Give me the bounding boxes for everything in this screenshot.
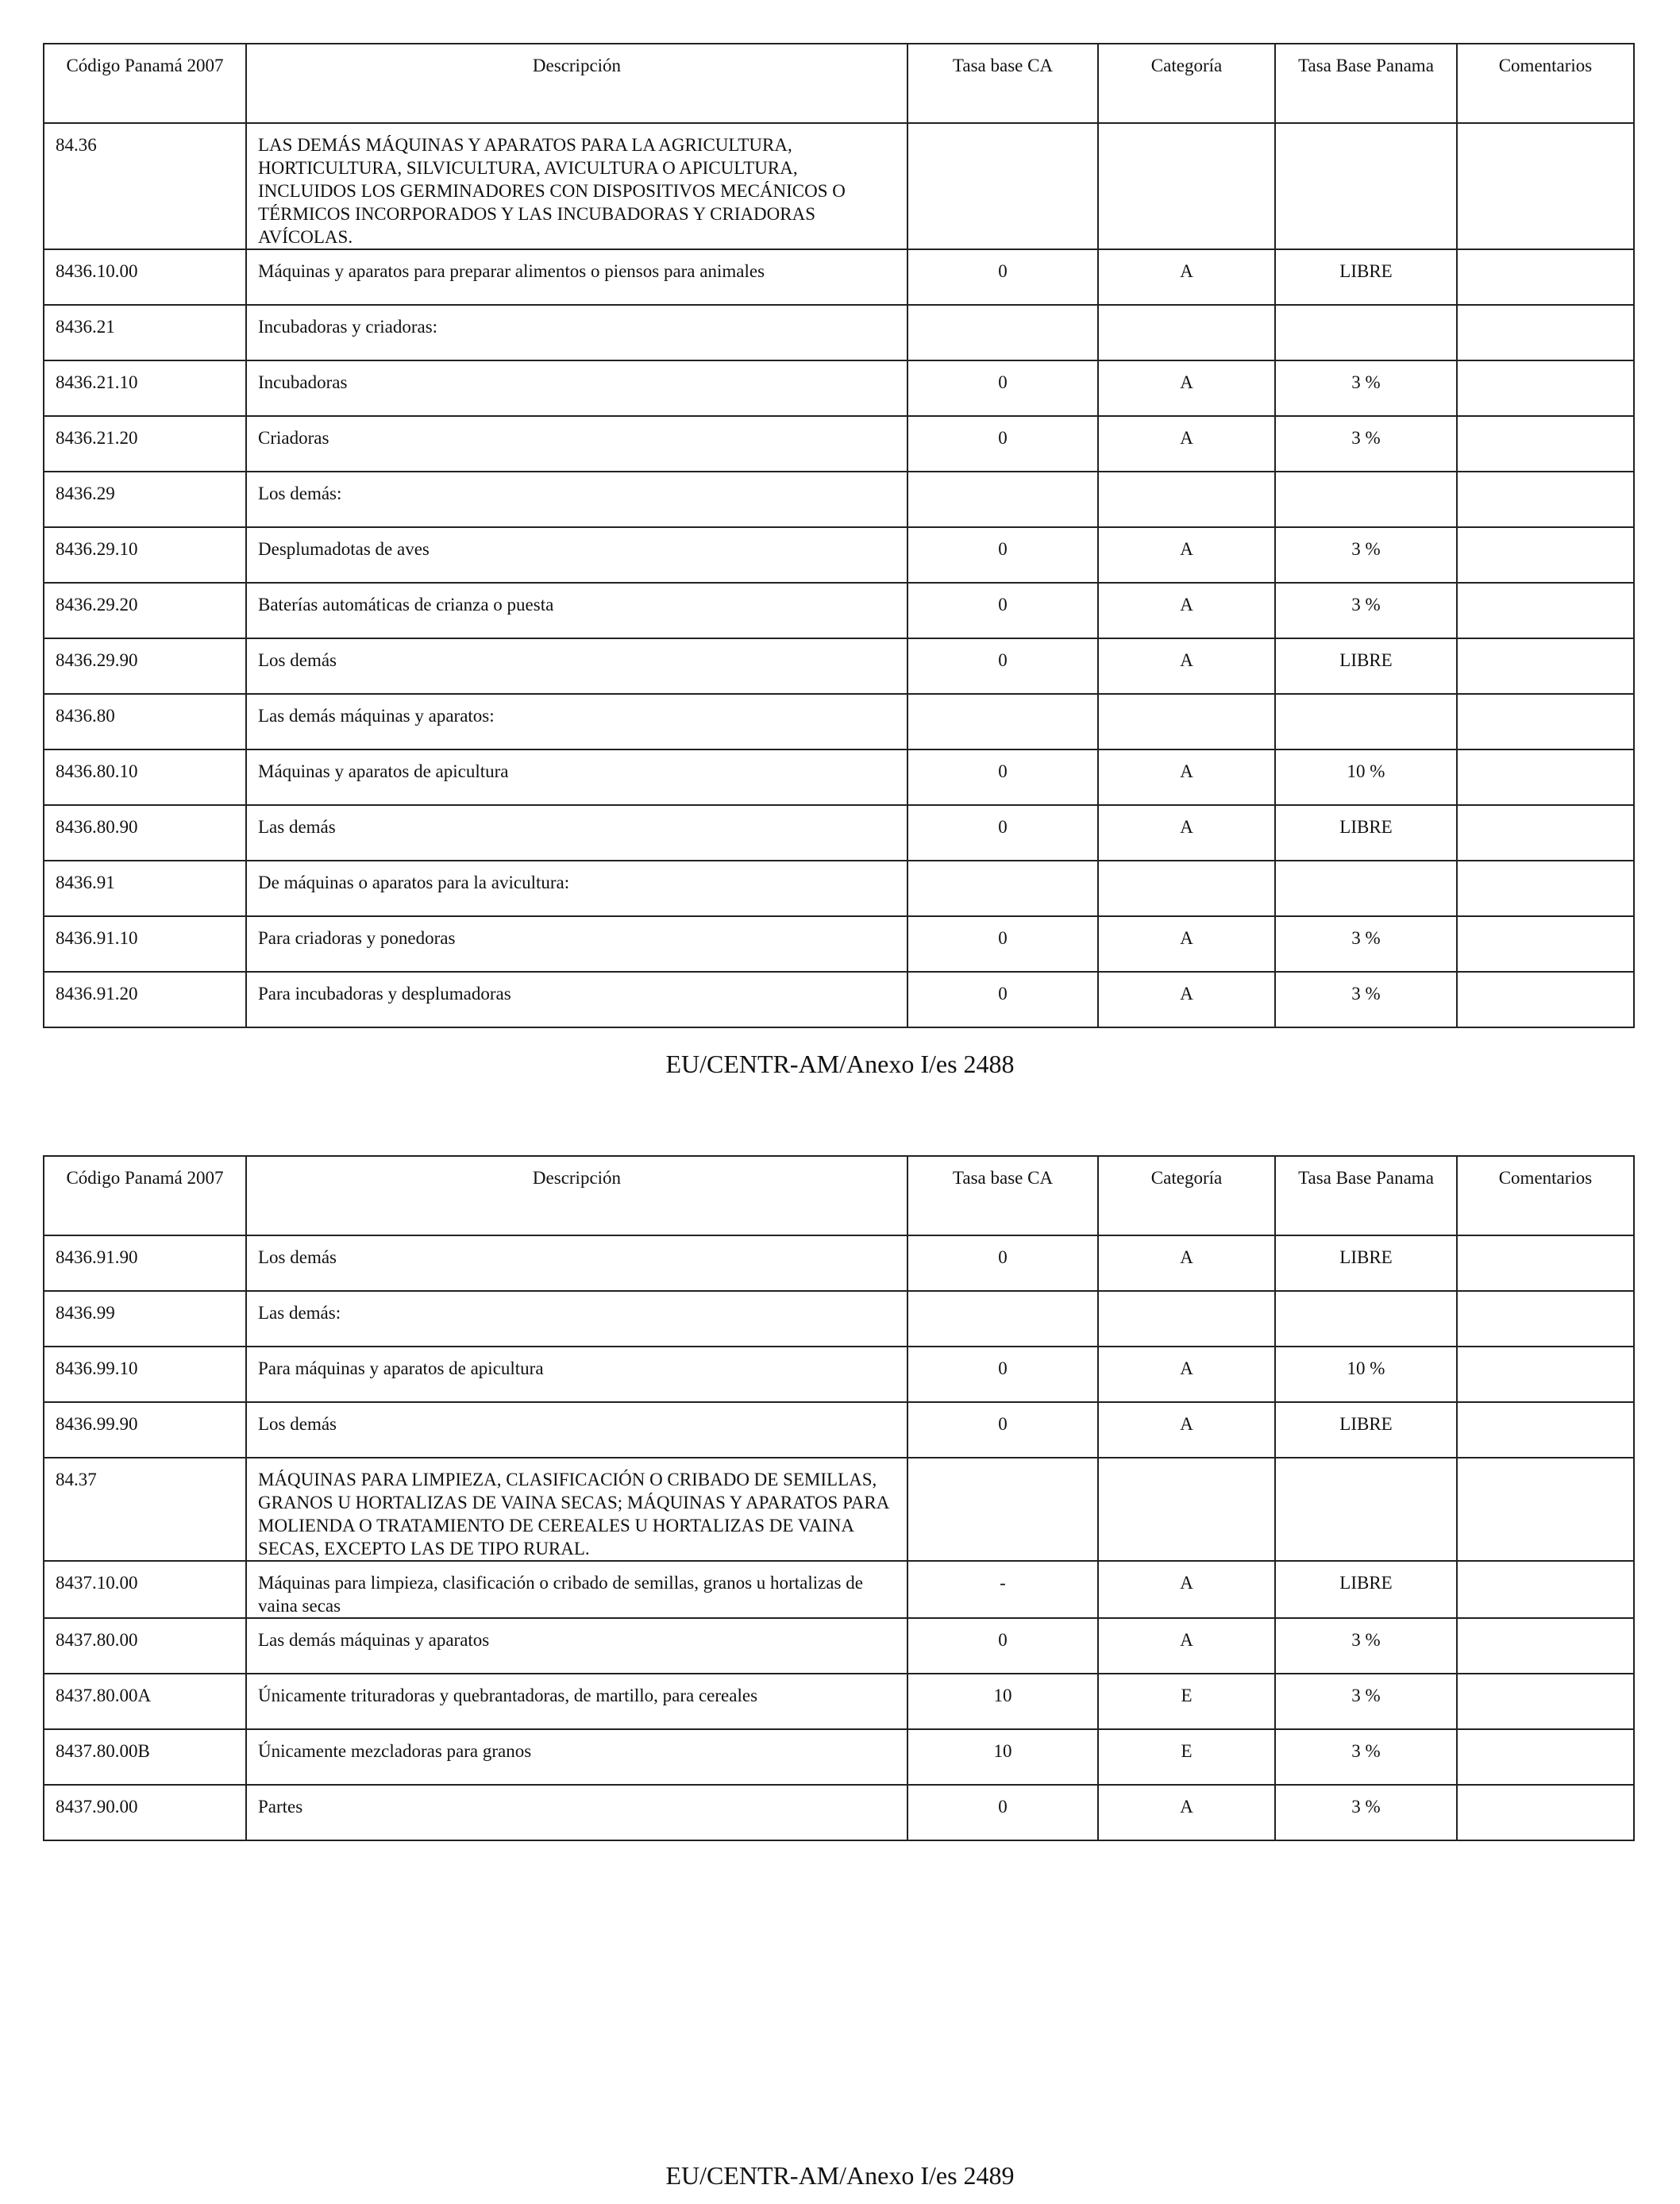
cell-tasa-base-panama: LIBRE [1275,1561,1457,1618]
cell-tasa-base-panama [1275,861,1457,916]
cell-description: MÁQUINAS PARA LIMPIEZA, CLASIFICACIÓN O CRIBADO DE SEMILLAS, GRANOS U HORTALIZAS DE VAINA SECAS; MÁQUINAS Y APARATOS PARA MOLIENDA O TRATAMIENTO DE CEREALES U HORTALIZAS DE VAINA SECAS, EXCEPTO LAS DE TIPO RURAL. [246,1458,907,1561]
cell-description: Para criadoras y ponedoras [246,916,907,972]
cell-description: Los demás [246,1235,907,1291]
cell-description: Los demás [246,1402,907,1458]
header-comentarios: Comentarios [1457,44,1634,123]
cell-description: Para incubadoras y desplumadoras [246,972,907,1027]
cell-categoria: A [1098,1618,1275,1674]
cell-description: Las demás: [246,1291,907,1347]
cell-tasa-base-panama: LIBRE [1275,1402,1457,1458]
cell-comentarios [1457,694,1634,749]
page-footer-2488: EU/CENTR-AM/Anexo I/es 2488 [665,1050,1015,1078]
cell-comentarios [1457,583,1634,638]
header-categoria: Categoría [1098,1156,1275,1235]
cell-comentarios [1457,1402,1634,1458]
cell-code: 8437.10.00 [44,1561,246,1618]
cell-categoria: A [1098,749,1275,805]
cell-categoria: E [1098,1729,1275,1785]
cell-tasa-base-panama: 10 % [1275,1347,1457,1402]
cell-description: Desplumadotas de aves [246,527,907,583]
cell-tasa-base-panama: 3 % [1275,1785,1457,1840]
cell-description: Para máquinas y aparatos de apicultura [246,1347,907,1402]
cell-tasa-base-panama: 3 % [1275,527,1457,583]
cell-code: 8436.91.10 [44,916,246,972]
cell-code: 84.36 [44,123,246,249]
cell-categoria: A [1098,805,1275,861]
header-codigo: Código Panamá 2007 [44,1156,246,1235]
cell-description: Las demás máquinas y aparatos: [246,694,907,749]
cell-tasa-base-ca: - [907,1561,1098,1618]
table-row [44,1674,1634,1729]
cell-code: 8436.91.20 [44,972,246,1027]
cell-tasa-base-panama: 3 % [1275,972,1457,1027]
cell-tasa-base-ca [907,861,1098,916]
cell-tasa-base-ca: 0 [907,749,1098,805]
cell-tasa-base-panama: LIBRE [1275,1235,1457,1291]
table-row [44,583,1634,638]
cell-code: 8436.10.00 [44,249,246,305]
cell-description: Los demás: [246,472,907,527]
cell-tasa-base-panama: 3 % [1275,916,1457,972]
cell-tasa-base-ca [907,305,1098,360]
cell-code: 8437.80.00 [44,1618,246,1674]
table-row [44,861,1634,916]
cell-description: Las demás máquinas y aparatos [246,1618,907,1674]
cell-comentarios [1457,123,1634,249]
cell-tasa-base-panama: 3 % [1275,1729,1457,1785]
cell-description: Incubadoras [246,360,907,416]
cell-description: Baterías automáticas de crianza o puesta [246,583,907,638]
cell-tasa-base-panama [1275,1291,1457,1347]
table-row [44,416,1634,472]
cell-code: 8436.80.90 [44,805,246,861]
cell-description: Partes [246,1785,907,1840]
cell-tasa-base-ca: 0 [907,1235,1098,1291]
cell-code: 8436.80.10 [44,749,246,805]
cell-tasa-base-panama [1275,123,1457,249]
table-row [44,1785,1634,1840]
cell-comentarios [1457,638,1634,694]
cell-categoria [1098,694,1275,749]
cell-description: Criadoras [246,416,907,472]
table-row [44,749,1634,805]
cell-comentarios [1457,1729,1634,1785]
cell-comentarios [1457,1618,1634,1674]
cell-tasa-base-panama [1275,305,1457,360]
cell-categoria: A [1098,972,1275,1027]
cell-description: Las demás [246,805,907,861]
cell-comentarios [1457,972,1634,1027]
header-tasa-base-panama: Tasa Base Panama [1275,44,1457,123]
cell-categoria: A [1098,416,1275,472]
table-row [44,1458,1634,1561]
cell-tasa-base-panama: LIBRE [1275,249,1457,305]
cell-tasa-base-ca [907,1458,1098,1561]
cell-comentarios [1457,861,1634,916]
cell-code: 8436.29.10 [44,527,246,583]
tariff-table-page-2488 [43,43,1635,1028]
cell-comentarios [1457,916,1634,972]
header-descripcion: Descripción [246,1156,907,1235]
header-categoria: Categoría [1098,44,1275,123]
cell-tasa-base-panama: 3 % [1275,583,1457,638]
cell-tasa-base-panama: 10 % [1275,749,1457,805]
table-row [44,1235,1634,1291]
table-row [44,1618,1634,1674]
cell-categoria: A [1098,1785,1275,1840]
table-body [44,123,1634,1027]
cell-comentarios [1457,249,1634,305]
cell-categoria: A [1098,1235,1275,1291]
cell-description: Únicamente mezcladoras para granos [246,1729,907,1785]
cell-code: 8436.21.10 [44,360,246,416]
cell-tasa-base-ca [907,1291,1098,1347]
cell-description: De máquinas o aparatos para la avicultura: [246,861,907,916]
table-row [44,305,1634,360]
cell-tasa-base-ca: 0 [907,583,1098,638]
cell-tasa-base-ca: 0 [907,972,1098,1027]
cell-tasa-base-ca [907,694,1098,749]
cell-code: 8436.29.20 [44,583,246,638]
header-comentarios: Comentarios [1457,1156,1634,1235]
cell-code: 8436.99.90 [44,1402,246,1458]
cell-code: 8437.80.00B [44,1729,246,1785]
cell-categoria: A [1098,360,1275,416]
cell-tasa-base-ca: 0 [907,527,1098,583]
cell-code: 8436.99 [44,1291,246,1347]
cell-comentarios [1457,805,1634,861]
table-row [44,1291,1634,1347]
cell-categoria: A [1098,1347,1275,1402]
cell-categoria [1098,1291,1275,1347]
cell-description: LAS DEMÁS MÁQUINAS Y APARATOS PARA LA AGRICULTURA, HORTICULTURA, SILVICULTURA, AVICULTURA O APICULTURA, INCLUIDOS LOS GERMINADORES CON DISPOSITIVOS MECÁNICOS O TÉRMICOS INCORPORADOS Y LAS INCUBADORAS Y CRIADORAS AVÍCOLAS. [246,123,907,249]
cell-tasa-base-ca [907,472,1098,527]
cell-categoria [1098,305,1275,360]
cell-description: Los demás [246,638,907,694]
cell-tasa-base-panama: 3 % [1275,1618,1457,1674]
cell-comentarios [1457,360,1634,416]
cell-tasa-base-panama: LIBRE [1275,805,1457,861]
cell-categoria: E [1098,1674,1275,1729]
cell-tasa-base-ca: 0 [907,1785,1098,1840]
cell-tasa-base-ca: 0 [907,249,1098,305]
table-body [44,1235,1634,1840]
table-row [44,472,1634,527]
cell-comentarios [1457,1235,1634,1291]
cell-tasa-base-ca: 0 [907,1347,1098,1402]
cell-tasa-base-ca: 0 [907,360,1098,416]
cell-tasa-base-ca: 0 [907,1402,1098,1458]
cell-categoria: A [1098,916,1275,972]
cell-description: Incubadoras y criadoras: [246,305,907,360]
cell-code: 8436.80 [44,694,246,749]
cell-description: Máquinas y aparatos de apicultura [246,749,907,805]
cell-comentarios [1457,749,1634,805]
cell-tasa-base-panama: LIBRE [1275,638,1457,694]
cell-comentarios [1457,1291,1634,1347]
page-footer-2489: EU/CENTR-AM/Anexo I/es 2489 [665,2161,1015,2190]
cell-code: 8436.29 [44,472,246,527]
cell-categoria: A [1098,527,1275,583]
cell-code: 8436.91.90 [44,1235,246,1291]
tariff-table-page-2489 [43,1155,1635,1841]
header-tasa-base-ca: Tasa base CA [907,1156,1098,1235]
cell-comentarios [1457,1458,1634,1561]
cell-code: 8436.91 [44,861,246,916]
cell-categoria: A [1098,1561,1275,1618]
cell-code: 8436.21.20 [44,416,246,472]
cell-categoria: A [1098,583,1275,638]
cell-description: Únicamente trituradoras y quebrantadoras, de martillo, para cereales [246,1674,907,1729]
table-row [44,638,1634,694]
cell-description: Máquinas y aparatos para preparar alimentos o piensos para animales [246,249,907,305]
cell-comentarios [1457,527,1634,583]
cell-tasa-base-ca: 0 [907,916,1098,972]
cell-tasa-base-ca: 0 [907,1618,1098,1674]
table-row [44,916,1634,972]
cell-tasa-base-ca: 0 [907,416,1098,472]
cell-comentarios [1457,1785,1634,1840]
cell-tasa-base-panama: 3 % [1275,360,1457,416]
header-tasa-base-ca: Tasa base CA [907,44,1098,123]
table-header-row [44,44,1634,123]
cell-comentarios [1457,416,1634,472]
table-row [44,527,1634,583]
cell-categoria [1098,861,1275,916]
cell-code: 8437.80.00A [44,1674,246,1729]
cell-code: 8436.29.90 [44,638,246,694]
table-row [44,1561,1634,1618]
table-row [44,1347,1634,1402]
cell-categoria: A [1098,1402,1275,1458]
cell-tasa-base-panama: 3 % [1275,1674,1457,1729]
cell-tasa-base-ca: 10 [907,1674,1098,1729]
cell-categoria [1098,472,1275,527]
cell-tasa-base-ca: 0 [907,638,1098,694]
table-row [44,1402,1634,1458]
cell-tasa-base-panama [1275,472,1457,527]
table-row [44,805,1634,861]
cell-comentarios [1457,305,1634,360]
cell-comentarios [1457,1561,1634,1618]
header-codigo: Código Panamá 2007 [44,44,246,123]
table-header-row [44,1156,1634,1235]
cell-description: Máquinas para limpieza, clasificación o cribado de semillas, granos u hortalizas de vaina secas [246,1561,907,1618]
cell-comentarios [1457,1674,1634,1729]
cell-tasa-base-panama [1275,1458,1457,1561]
cell-comentarios [1457,1347,1634,1402]
table-row [44,249,1634,305]
cell-code: 8436.21 [44,305,246,360]
header-tasa-base-panama: Tasa Base Panama [1275,1156,1457,1235]
table-row [44,1729,1634,1785]
cell-categoria: A [1098,249,1275,305]
cell-categoria: A [1098,638,1275,694]
cell-code: 8436.99.10 [44,1347,246,1402]
cell-code: 8437.90.00 [44,1785,246,1840]
table-row [44,972,1634,1027]
header-descripcion: Descripción [246,44,907,123]
cell-categoria [1098,1458,1275,1561]
cell-tasa-base-ca [907,123,1098,249]
cell-comentarios [1457,472,1634,527]
cell-code: 84.37 [44,1458,246,1561]
cell-tasa-base-ca: 10 [907,1729,1098,1785]
table-row [44,123,1634,249]
table-row [44,360,1634,416]
cell-tasa-base-ca: 0 [907,805,1098,861]
cell-categoria [1098,123,1275,249]
cell-tasa-base-panama [1275,694,1457,749]
table-row [44,694,1634,749]
cell-tasa-base-panama: 3 % [1275,416,1457,472]
